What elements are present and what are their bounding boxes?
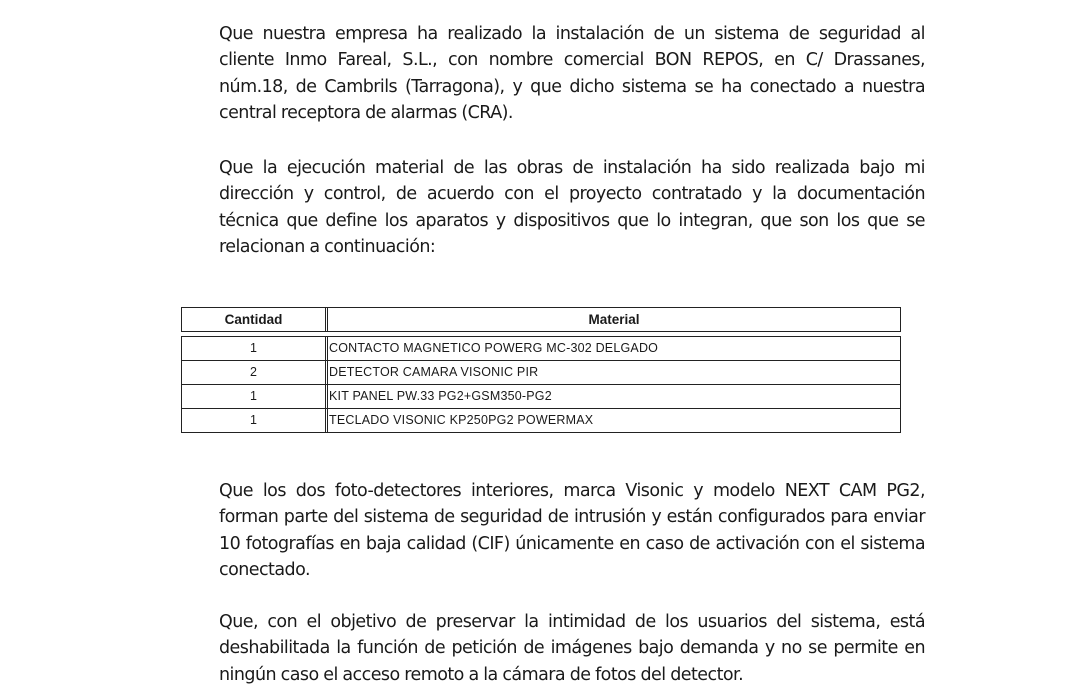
table-row xyxy=(182,360,900,384)
paragraph-detectors: Que los dos foto-detectores interiores, marca Visonic y modelo NEXT CAM PG2, forman parte del sistema de seguridad de intrusión y están configurados para enviar 10 fotografías en baja calidad (CIF) únicamente en caso de activación con el sistema conectado. xyxy=(219,481,925,580)
paragraph-privacy: Que, con el objetivo de preservar la intimidad de los usuarios del sistema, está deshabilitada la función de petición de imágenes bajo demanda y no se permite en ningún caso el acceso remoto a la cámara de fotos del detector. xyxy=(219,612,925,685)
row-quantity: 1 xyxy=(182,409,326,432)
row-quantity: 1 xyxy=(182,337,326,360)
table-header xyxy=(181,307,901,332)
row-material: TECLADO VISONIC KP250PG2 POWERMAX xyxy=(327,409,900,432)
header-material: Material xyxy=(327,308,900,331)
row-quantity: 1 xyxy=(182,385,326,408)
paragraph-execution: Que la ejecución material de las obras de instalación ha sido realizada bajo mi dirección y control, de acuerdo con el proyecto contratado y la documentación técnica que define los aparatos y dispositivos que lo integran, que son los que se relacionan a continuación: xyxy=(219,158,925,257)
row-material: KIT PANEL PW.33 PG2+GSM350-PG2 xyxy=(327,385,900,408)
table-body xyxy=(181,336,901,433)
header-quantity: Cantidad xyxy=(182,308,326,331)
paragraph-installation: Que nuestra empresa ha realizado la instalación de un sistema de seguridad al cliente Inmo Fareal, S.L., con nombre comercial BON REPOS, en C/ Drassanes, núm.18, de Cambrils (Tarragona), y que dicho sistema se ha conectado a nuestra central receptora de alarmas (CRA). xyxy=(219,24,925,123)
row-material: DETECTOR CAMARA VISONIC PIR xyxy=(327,361,900,384)
table-row xyxy=(182,337,900,360)
row-quantity: 2 xyxy=(182,361,326,384)
table-row xyxy=(182,408,900,432)
table-row xyxy=(182,384,900,408)
row-material: CONTACTO MAGNETICO POWERG MC-302 DELGADO xyxy=(327,337,900,360)
